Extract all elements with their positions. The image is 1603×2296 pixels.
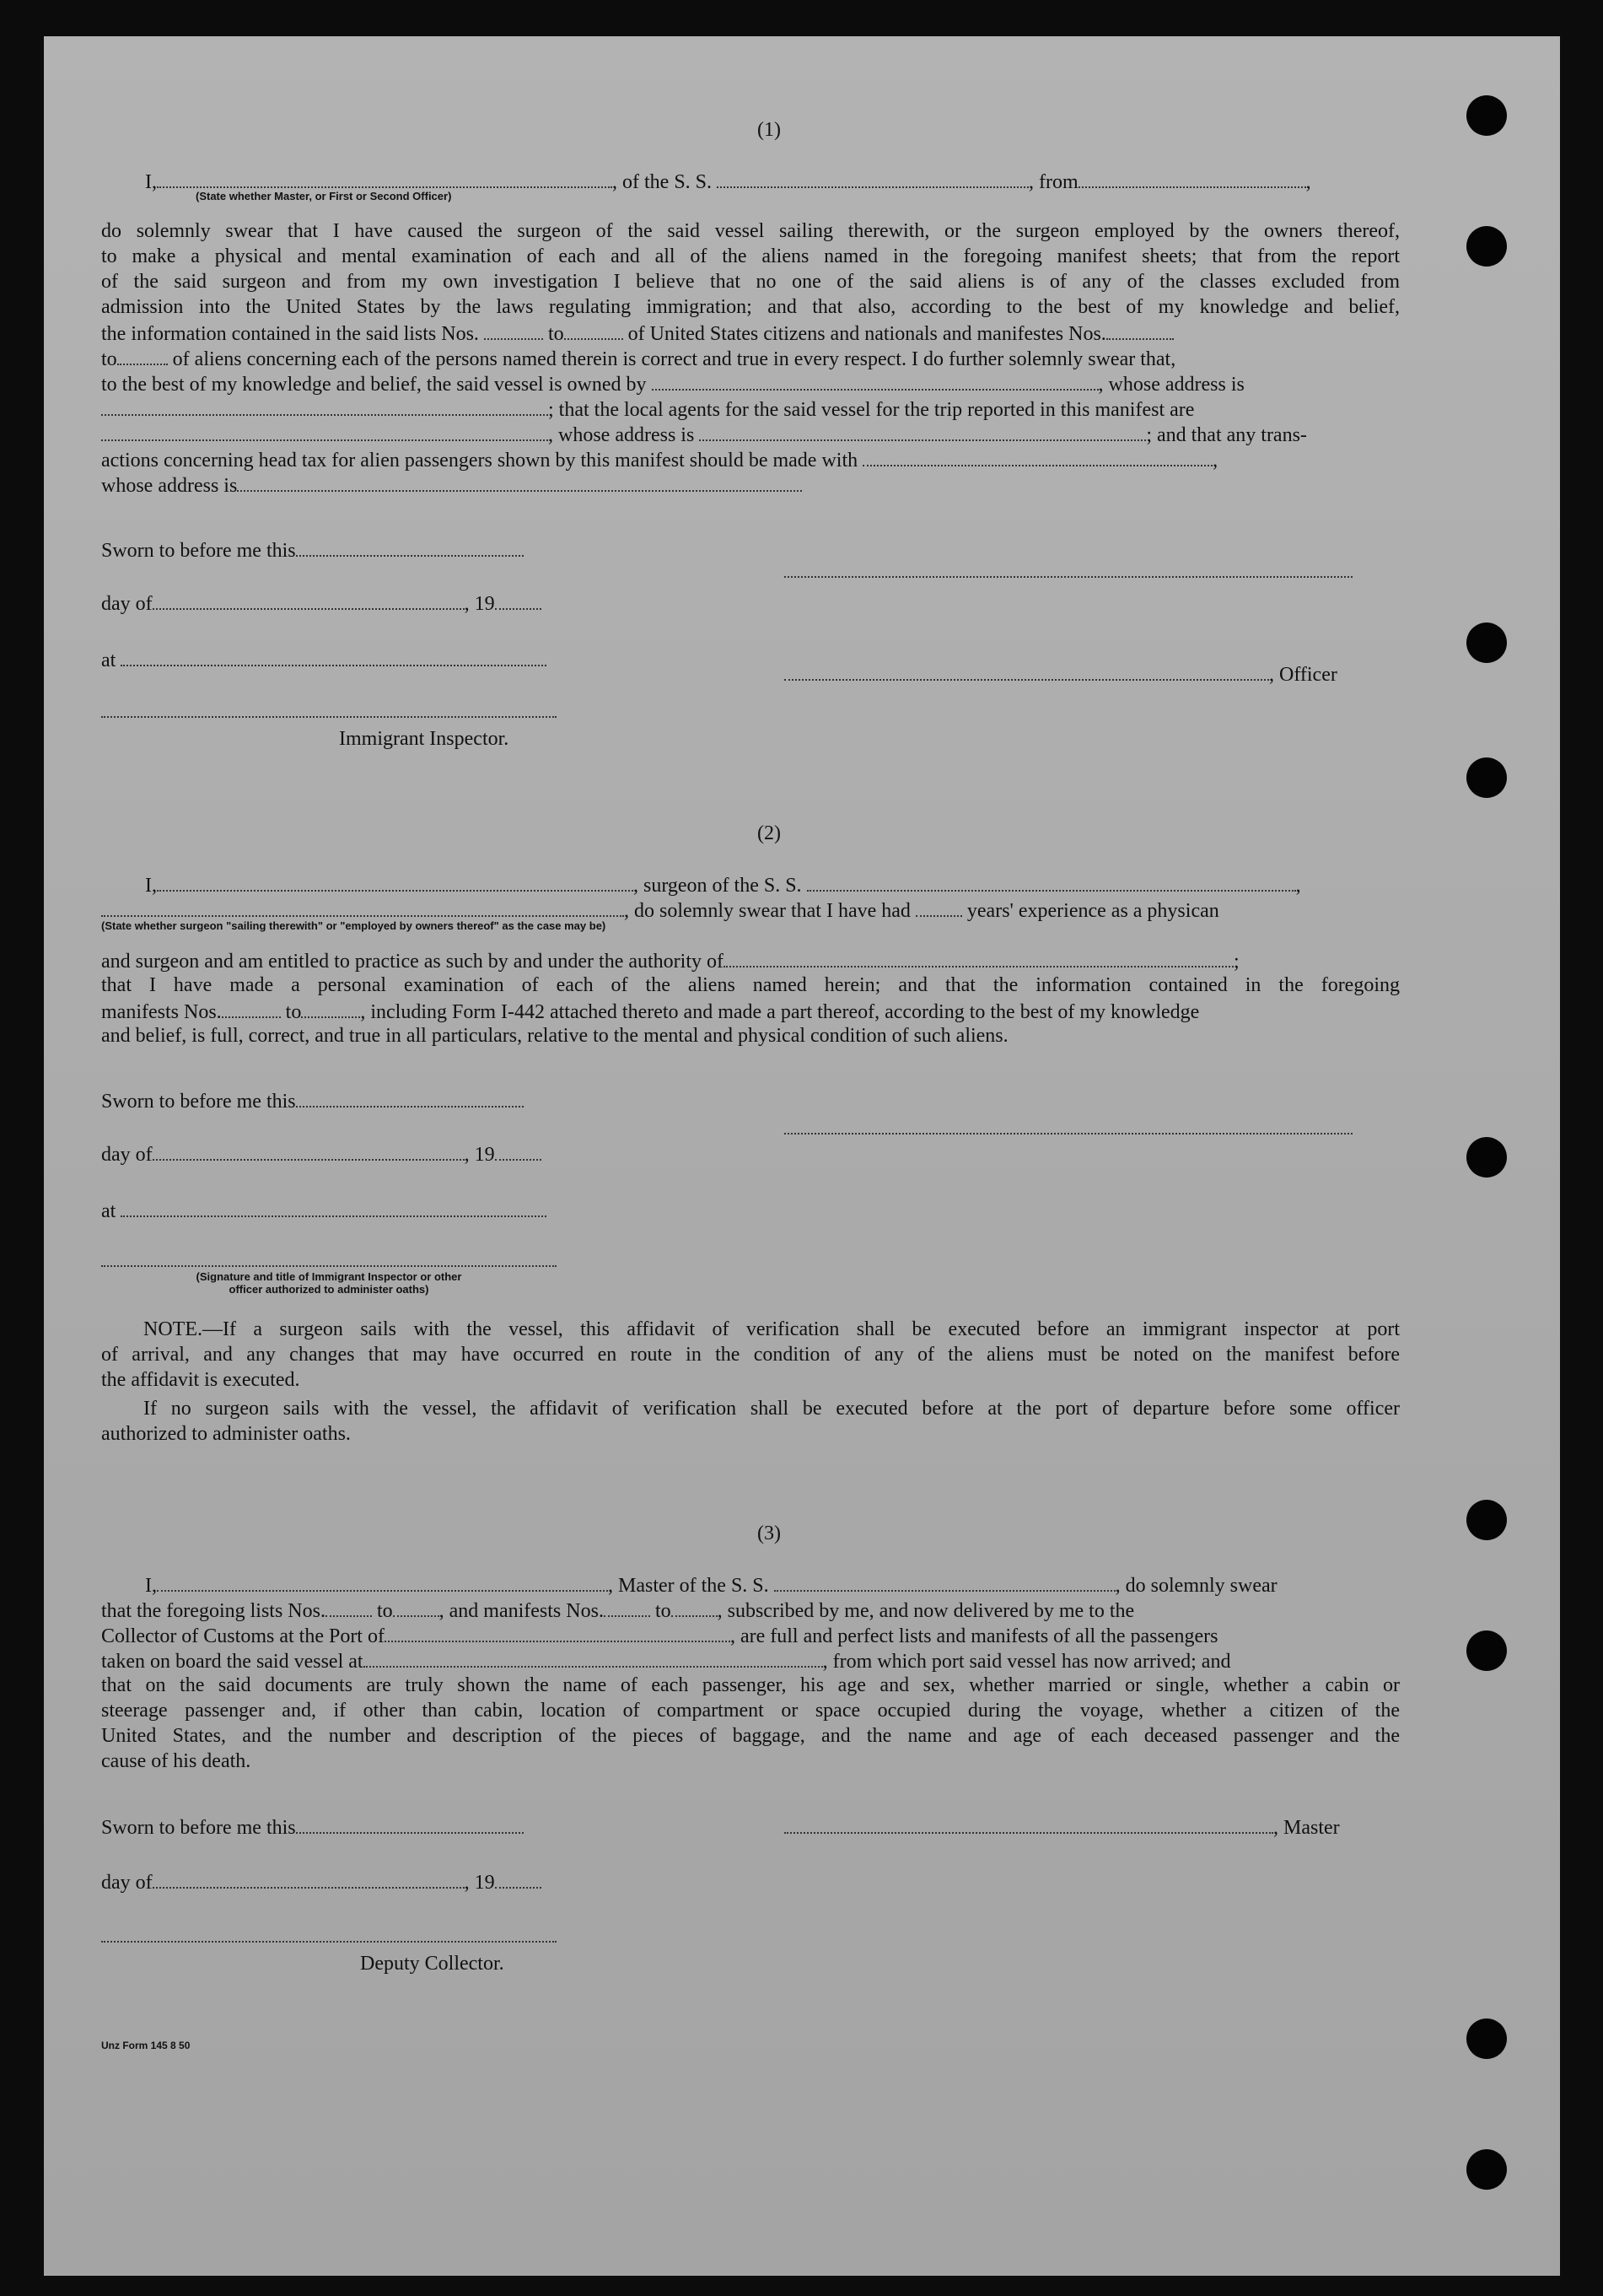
officer-signature-field[interactable] [784,660,1269,681]
binder-hole [1466,95,1507,136]
sworn-line: Sworn to before me this [101,1087,524,1114]
paragraph-line: that on the said documents are truly shown the name of each passenger, his age and sex, whether married or single, whether a cabin or [101,1674,1400,1696]
field-note: officer authorized to administer oaths) [229,1283,429,1296]
manifests-from-field[interactable] [222,998,281,1018]
collector-port-field[interactable] [385,1622,730,1642]
inspector-signature-line[interactable] [101,1265,557,1267]
officer-signature-line: , Officer [784,660,1337,687]
vessel-name-field[interactable] [807,871,1296,892]
at-line: at [101,646,546,673]
collector-signature-line[interactable] [101,1941,557,1943]
field-note: (State whether Master, or First or Second Officer) [196,190,452,202]
owner-field[interactable] [652,370,1099,391]
surgeon-name-field[interactable] [157,871,633,892]
head-tax-contact-field[interactable] [863,446,1213,466]
form-page [44,36,1560,2276]
paragraph-line: that the foregoing lists Nos. to , and manifests Nos. to , subscribed by me, and now delivered by me to the [101,1597,1400,1624]
paragraph-line: cause of his death. [101,1750,251,1772]
section-number: (1) [757,119,781,141]
year-field[interactable] [495,1140,541,1161]
paragraph-line: and belief, is full, correct, and true in all particulars, relative to the mental and physical condition of such aliens. [101,1025,1009,1047]
agents-field[interactable] [101,421,548,441]
paragraph-line: actions concerning head tax for alien passengers shown by this manifest should be made with , [101,446,1400,473]
boarding-port-field[interactable] [363,1647,823,1668]
paragraph-line: , whose address is ; and that any trans- [101,421,1400,448]
lists-to-field[interactable] [393,1597,439,1617]
surgeon-type-field[interactable] [101,897,624,917]
vessel-name-field[interactable] [774,1571,1116,1592]
oath-line: I, , of the S. S. , from , [145,168,1401,195]
binder-hole [1466,1500,1507,1540]
years-experience-field[interactable] [916,897,962,917]
paragraph-line: Collector of Customs at the Port of , are full and perfect lists and manifests of all the passengers [101,1622,1400,1649]
officer-name-field[interactable] [157,168,612,188]
sworn-date-field[interactable] [296,536,524,557]
day-of-line: day of , 19 [101,1868,541,1895]
head-tax-address-field[interactable] [237,472,802,492]
oath-line: I, , surgeon of the S. S. , [145,871,1401,898]
manifests-to-field[interactable] [301,998,360,1018]
lists-from-field[interactable] [484,320,543,340]
owner-address-field[interactable] [101,396,548,416]
paragraph-line: to the best of my knowledge and belief, the said vessel is owned by , whose address is [101,370,1400,397]
field-note: (Signature and title of Immigrant Inspector or other [196,1270,462,1283]
binder-hole [1466,226,1507,267]
field-note: (State whether surgeon "sailing therewith" or "employed by owners thereof" as the case may be) [101,919,606,932]
paragraph-line: taken on board the said vessel at , from which port said vessel has now arrived; and [101,1647,1400,1674]
paragraph-line: do solemnly swear that I have caused the surgeon of the said vessel sailing therewith, or the surgeon employed by the owners thereof, [101,220,1400,242]
day-of-line: day of , 19 [101,1140,541,1167]
at-line: at [101,1197,546,1224]
form-id: Unz Form 145 8 50 [101,2040,191,2051]
paragraph-line: to make a physical and mental examination of each and all of the aliens named in the foregoing manifest sheets; that from the report [101,245,1400,267]
note-line: authorized to administer oaths. [101,1423,351,1445]
master-signature-line: , Master [784,1814,1340,1841]
note-line: of arrival, and any changes that may have occurred en route in the condition of any of the aliens must be noted on the manifest before [101,1344,1400,1366]
sworn-date-field[interactable] [296,1087,524,1108]
paragraph-line: ; that the local agents for the said vessel for the trip reported in this manifest are [101,396,1400,423]
section-number: (3) [757,1523,781,1544]
paragraph-line: steerage passenger and, if other than cabin, location of compartment or space occupied during the voyage, whether a citizen of the [101,1700,1400,1722]
place-field[interactable] [121,1197,546,1217]
binder-hole [1466,757,1507,798]
binder-hole [1466,623,1507,663]
paragraph-line: manifests Nos. to , including Form I-442 attached thereto and made a part thereof, according to the best of my knowledge [101,998,1400,1025]
year-field[interactable] [495,590,541,610]
master-name-field[interactable] [157,1571,608,1592]
note-line: If no surgeon sails with the vessel, the affidavit of verification shall be executed before at the port of departure before some officer [143,1398,1400,1420]
manifests-to-field[interactable] [671,1597,718,1617]
month-field[interactable] [153,590,465,610]
oath-line: , do solemnly swear that I have had years' experience as a physican [101,897,1400,924]
place-field[interactable] [121,646,546,666]
paragraph-line: to of aliens concerning each of the persons named therein is correct and true in every respect. I do further solemnly swear that, [101,345,1400,372]
master-signature-field[interactable] [784,1814,1273,1834]
binder-hole [1466,1137,1507,1178]
note-line: the affidavit is executed. [101,1369,300,1391]
manifests-from-field[interactable] [604,1597,650,1617]
paragraph-line: whose address is [101,472,1400,499]
signature-line[interactable] [784,576,1353,578]
lists-to-field[interactable] [564,320,623,340]
inspector-title: Immigrant Inspector. [339,728,509,750]
note-line: NOTE.—If a surgeon sails with the vessel, this affidavit of verification shall be executed before an immigrant inspector at port [143,1318,1400,1340]
inspector-signature-line[interactable] [101,716,557,718]
paragraph-line: and surgeon and am entitled to practice as such by and under the authority of ; [101,947,1400,974]
authority-field[interactable] [724,947,1234,967]
lists-from-field[interactable] [325,1597,372,1617]
sworn-line: Sworn to before me this [101,1814,524,1841]
paragraph-line: the information contained in the said lists Nos. to of United States citizens and nationals and manifestes Nos. [101,320,1400,347]
agents-address-field[interactable] [699,421,1146,441]
month-field[interactable] [153,1868,465,1889]
sworn-line: Sworn to before me this [101,536,524,563]
month-field[interactable] [153,1140,465,1161]
binder-hole [1466,2018,1507,2059]
manifests-from-field[interactable] [1106,320,1174,340]
section-number: (2) [757,822,781,844]
paragraph-line: admission into the United States by the laws regulating immigration; and that also, according to the best of my knowledge and belief, [101,296,1400,318]
binder-hole [1466,1630,1507,1671]
deputy-collector-title: Deputy Collector. [360,1953,504,1975]
sworn-date-field[interactable] [296,1814,524,1834]
paragraph-line: of the said surgeon and from my own investigation I believe that no one of the said aliens is of any of the classes excluded from [101,271,1400,293]
year-field[interactable] [495,1868,541,1889]
vessel-name-field[interactable] [717,168,1029,188]
day-of-line: day of , 19 [101,590,541,617]
binder-hole [1466,2149,1507,2190]
manifests-to-field[interactable] [117,345,168,365]
oath-line: I, , Master of the S. S. , do solemnly swear [145,1571,1401,1598]
paragraph-line: United States, and the number and description of the pieces of baggage, and the name and age of each deceased passenger and the [101,1725,1400,1747]
paragraph-line: that I have made a personal examination of each of the aliens named herein; and that the information contained in the foregoing [101,974,1400,996]
departure-port-field[interactable] [1079,168,1306,188]
surgeon-signature-line[interactable] [784,1133,1353,1135]
